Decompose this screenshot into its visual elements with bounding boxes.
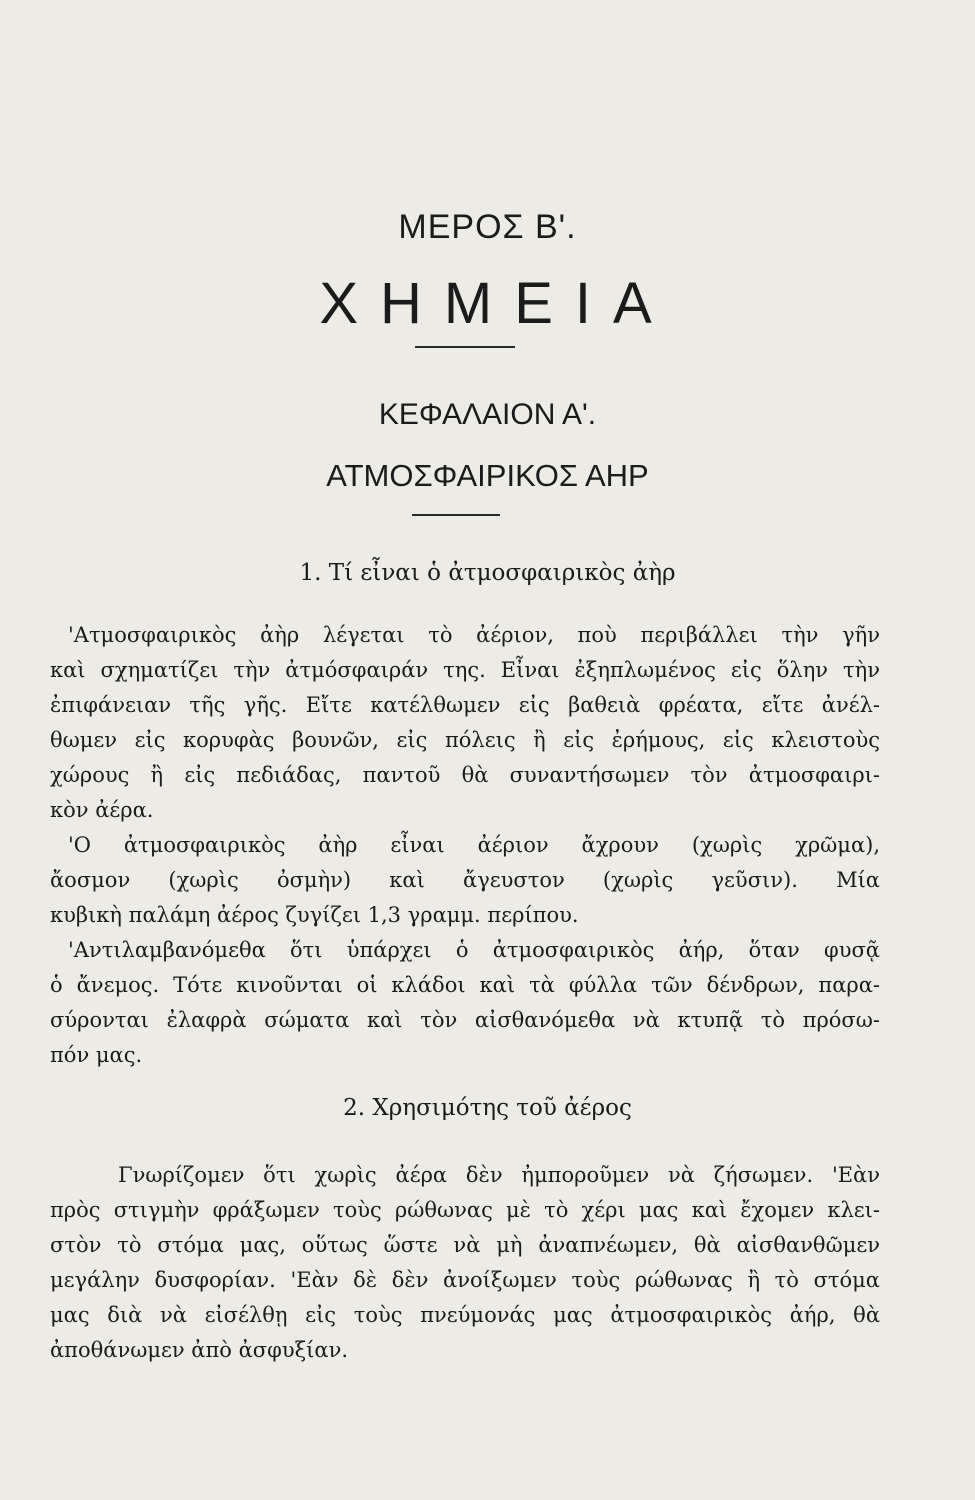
text-line: στὸν τὸ στόμα μας, οὕτως ὥστε νὰ μὴ ἀναπνέωμεν, θὰ αἰσθανθῶμεν — [50, 1233, 880, 1257]
text-line: πρὸς στιγμὴν φράξωμεν τοὺς ρώθωνας μὲ τὸ χέρι μας καὶ ἔχομεν κλει- — [50, 1198, 880, 1222]
text-line: ἄοσμον (χωρὶς ὀσμὴν) καὶ ἄγευστον (χωρὶς γεῦσιν). Μία — [50, 868, 880, 892]
chapter-label: ΚΕΦΑΛΑΙΟΝ Α'. — [378, 398, 597, 431]
section-heading: 2. Χρησιμότης τοῦ ἀέρος — [343, 1095, 632, 1121]
text-line: πόν μας. — [50, 1043, 143, 1067]
section-heading: 1. Τί εἶναι ὁ ἀτμοσφαιρικὸς ἀὴρ — [299, 560, 676, 586]
divider — [415, 346, 515, 348]
chapter-title: ΑΤΜΟΣΦΑΙΡΙΚΟΣ ΑΗΡ — [326, 458, 649, 493]
text-line: 'Αντιλαμβανόμεθα ὅτι ὑπάρχει ὁ ἀτμοσφαιρικὸς ἀήρ, ὅταν φυσᾷ — [68, 938, 880, 962]
text-line: ἀποθάνωμεν ἀπὸ ἀσφυξίαν. — [50, 1338, 349, 1362]
text-line: ἐπιφάνειαν τῆς γῆς. Εἴτε κατέλθωμεν εἰς βαθειὰ φρέατα, εἴτε ἀνέλ- — [50, 693, 880, 717]
part-label: ΜΕΡΟΣ Β'. — [398, 208, 577, 246]
text-line: χώρους ἢ εἰς πεδιάδας, παντοῦ θὰ συναντήσωμεν τὸν ἀτμοσφαιρι- — [50, 763, 880, 787]
page-title: ΧΗΜΕΙΑ — [319, 271, 674, 336]
text-line: σύρονται ἐλαφρὰ σώματα καὶ τὸν αἰσθανόμεθα νὰ κτυπᾷ τὸ πρόσω- — [50, 1008, 880, 1032]
text-line: μεγάλην δυσφορίαν. 'Εὰν δὲ δὲν ἀνοίξωμεν τοὺς ρώθωνας ἢ τὸ στόμα — [50, 1268, 880, 1292]
divider — [412, 514, 500, 516]
text-line: 'Ατμοσφαιρικὸς ἀὴρ λέγεται τὸ ἀέριον, ποὺ περιβάλλει τὴν γῆν — [68, 623, 880, 647]
text-line: μας διὰ νὰ εἰσέλθῃ εἰς τοὺς πνεύμονάς μας ἀτμοσφαιρικὸς ἀήρ, θὰ — [50, 1303, 880, 1327]
text-line: κὸν ἀέρα. — [50, 798, 154, 822]
text-line: κυβικὴ παλάμη ἀέρος ζυγίζει 1,3 γραμμ. περίπου. — [50, 903, 579, 927]
text-line: 'Ο ἀτμοσφαιρικὸς ἀὴρ εἶναι ἀέριον ἄχρουν (χωρὶς χρῶμα), — [68, 833, 880, 857]
text-line: ὁ ἄνεμος. Τότε κινοῦνται οἱ κλάδοι καὶ τὰ φύλλα τῶν δένδρων, παρα- — [50, 973, 880, 997]
text-line: Γνωρίζομεν ὅτι χωρὶς ἀέρα δὲν ἠμποροῦμεν νὰ ζήσωμεν. 'Εὰν — [118, 1163, 880, 1187]
text-line: καὶ σχηματίζει τὴν ἀτμόσφαιράν της. Εἶναι ἐξηπλωμένος εἰς ὅλην τὴν — [50, 658, 880, 682]
text-line: θωμεν εἰς κορυφὰς βουνῶν, εἰς πόλεις ἢ εἰς ἐρήμους, εἰς κλειστοὺς — [50, 728, 880, 752]
